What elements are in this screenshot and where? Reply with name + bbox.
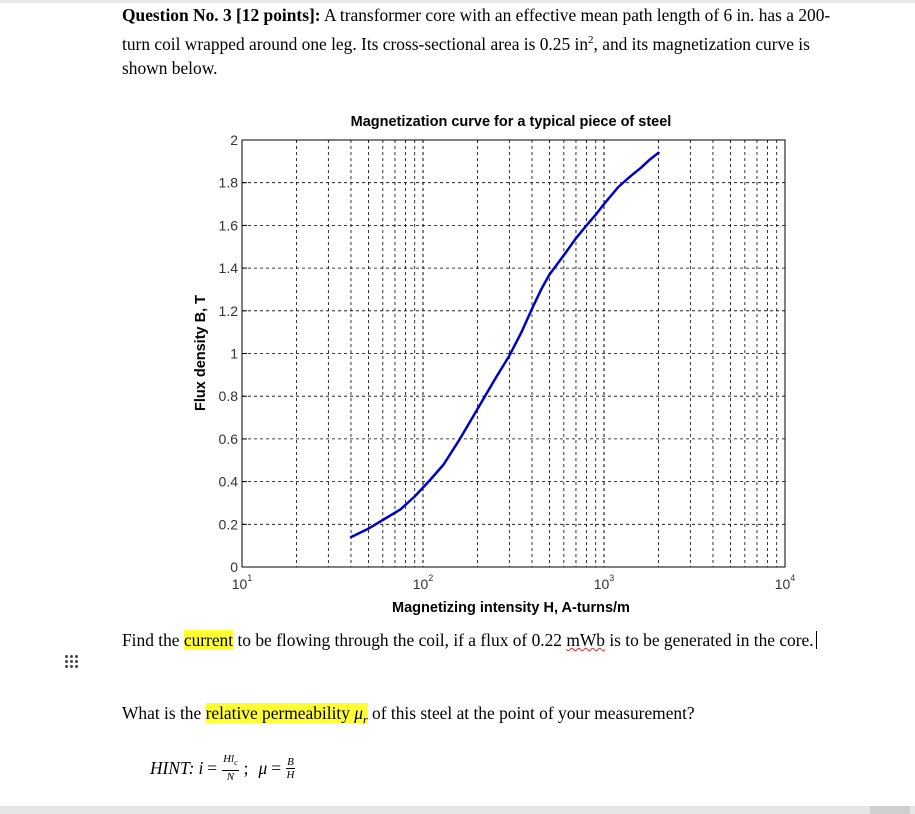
hint-mu: μ bbox=[258, 757, 268, 778]
frac1-num-sub: c bbox=[234, 758, 238, 768]
mu-sub: r bbox=[363, 712, 368, 727]
frac2-num: B bbox=[287, 755, 294, 768]
drag-handle-icon[interactable] bbox=[65, 655, 77, 673]
hint-i: i bbox=[198, 757, 204, 778]
find-current-paragraph bbox=[122, 628, 822, 653]
chart-xlabel: Magnetizing intensity H, A-turns/m bbox=[392, 600, 630, 616]
question-text-1: A transformer core with an effective mean path length of 6 in. has a 200-turn coil wrapped around one leg. Its cross-sectional area is 0.25 in bbox=[122, 5, 831, 54]
y-tick-label: 0.8 bbox=[218, 388, 238, 405]
hint-eq2: = bbox=[271, 757, 282, 778]
highlight-current: current bbox=[183, 630, 234, 650]
question-paragraph bbox=[122, 3, 842, 80]
find-text-b: to be flowing through the coil, if a flux of 0.22 bbox=[233, 630, 567, 650]
frac2-den: H bbox=[286, 768, 295, 781]
hint-label: HINT: bbox=[150, 757, 195, 778]
hint-eq: = bbox=[207, 757, 218, 778]
question-text-2: , and its magnetization curve is shown below. bbox=[122, 33, 810, 78]
y-tick-label: 1 bbox=[230, 345, 238, 362]
what-rel: relative permeability bbox=[205, 703, 355, 723]
frac1-den: N bbox=[226, 770, 235, 783]
y-tick-label: 0.4 bbox=[218, 473, 238, 490]
question-sup: 2 bbox=[588, 33, 594, 46]
y-tick-label: 0.6 bbox=[218, 430, 238, 447]
chart-title: Magnetization curve for a typical piece of steel bbox=[350, 114, 672, 130]
highlight-relative-permeability bbox=[205, 703, 368, 727]
question-heading: Question No. 3 [12 points]: bbox=[122, 5, 321, 25]
permeability-paragraph bbox=[122, 701, 842, 731]
x-tick-label: $10^1$ bbox=[231, 573, 253, 592]
spellcheck-mwb: mWb bbox=[566, 630, 605, 650]
what-text-a: What is the bbox=[122, 703, 206, 723]
horizontal-scroll-thumb[interactable] bbox=[870, 806, 910, 814]
y-tick-label: 1.8 bbox=[218, 174, 238, 191]
x-tick-label: $10^4$ bbox=[774, 573, 796, 592]
x-tick-label: $10^2$ bbox=[412, 573, 434, 592]
hint-semicolon: ; bbox=[243, 757, 249, 778]
x-tick-label: $10^3$ bbox=[593, 573, 615, 592]
page-bottom-edge bbox=[0, 806, 915, 814]
find-text-c: is to be generated in the core. bbox=[605, 630, 814, 650]
chart-ylabel: Flux density B, T bbox=[193, 294, 209, 412]
y-tick-label: 0.2 bbox=[218, 516, 238, 533]
y-tick-label: 1.2 bbox=[218, 302, 238, 319]
hint-formula bbox=[150, 750, 296, 786]
what-text-b: of this steel at the point of your measurement? bbox=[367, 703, 695, 723]
find-text-a: Find the bbox=[122, 630, 184, 650]
y-tick-label: 0 bbox=[230, 559, 238, 575]
chart-svg bbox=[180, 105, 800, 625]
magnetization-chart bbox=[180, 105, 800, 625]
fraction-hlc-over-n bbox=[222, 753, 239, 782]
series-line-bh-curve bbox=[351, 153, 659, 537]
mu-symbol: μ bbox=[354, 703, 364, 723]
y-tick-label: 2 bbox=[230, 132, 238, 148]
y-tick-label: 1.4 bbox=[218, 260, 238, 277]
fraction-b-over-h bbox=[286, 756, 295, 781]
text-cursor bbox=[816, 631, 818, 649]
y-tick-label: 1.6 bbox=[218, 217, 238, 234]
frac1-num: Hl bbox=[223, 753, 235, 766]
